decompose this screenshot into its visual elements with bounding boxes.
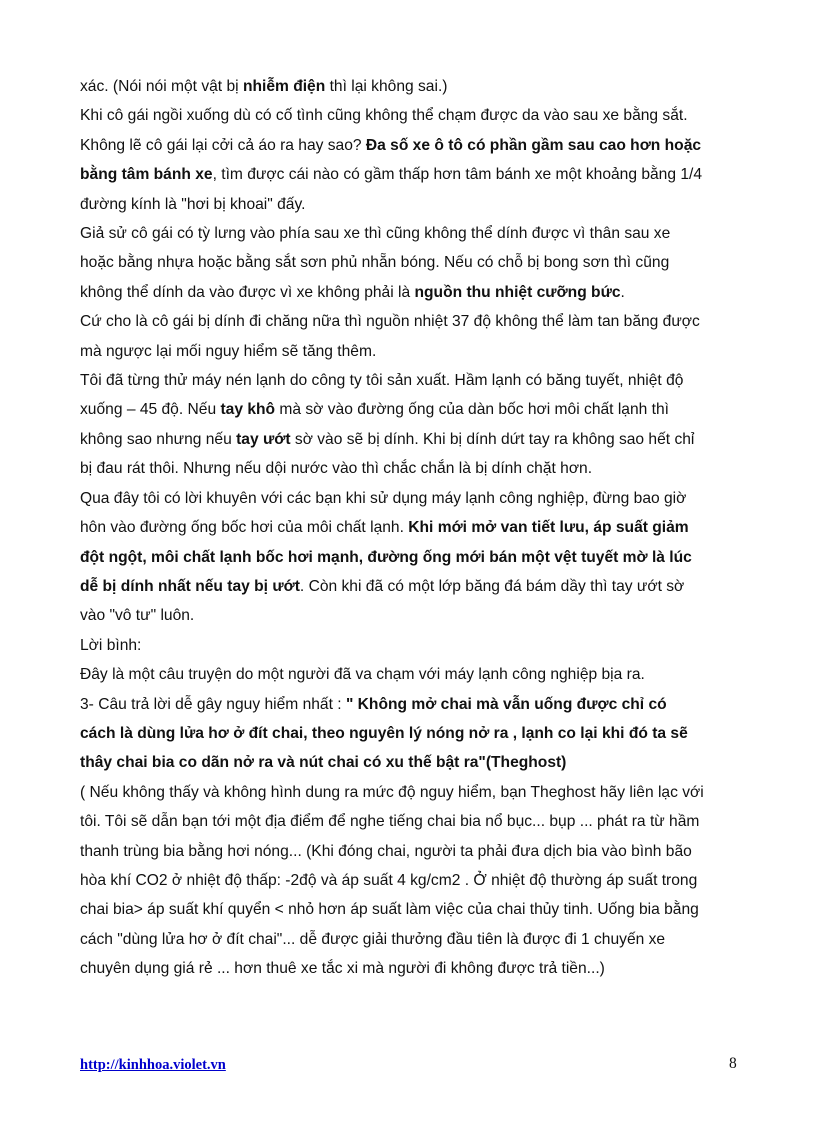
- text-span: Lời bình:: [80, 636, 142, 654]
- text-line: [80, 807, 745, 836]
- text-line: [80, 160, 745, 189]
- text-line: [80, 484, 745, 513]
- text-line: [80, 778, 745, 807]
- bold-text: cách là dùng lửa hơ ở đít chai, theo nguyên lý nóng nở ra , lạnh co lại khi đó ta sẽ: [80, 724, 688, 742]
- text-line: [80, 131, 745, 160]
- bold-text: tay khô: [220, 401, 276, 419]
- text-line: [80, 513, 745, 542]
- text-line: [80, 454, 745, 483]
- text-span: Giả sử cô gái có tỳ lưng vào phía sau xe thì cũng không thể dính được vì thân sau xe: [80, 225, 671, 243]
- bold-text: thây chai bia co dãn nở ra và nút chai có xu thế bật ra"(Theghost): [80, 754, 567, 772]
- text-span: chai bia> áp suất khí quyển < nhỏ hơn áp suất làm việc của chai thủy tinh. Uống bia bằng: [80, 901, 699, 919]
- text-span: , tìm được cái nào có gầm thấp hơn tâm bánh xe một khoảng bằng 1/4: [212, 166, 703, 184]
- footer-link[interactable]: http://kinhhoa.violet.vn: [80, 1057, 226, 1073]
- text-span: xác. (Nói nói một vật bị: [80, 78, 243, 95]
- text-span: chuyên dụng giá rẻ ... hơn thuê xe tắc xi mà người đi không được trả tiền...): [80, 960, 605, 978]
- text-span: không thể dính da vào được vì xe không phải là: [80, 283, 415, 301]
- text-line: [80, 719, 745, 748]
- text-span: Qua đây tôi có lời khuyên với các bạn khi sử dụng máy lạnh công nghiệp, đừng bao giờ: [80, 489, 687, 507]
- text-span: Không lẽ cô gái lại cởi cả áo ra hay sao?: [80, 136, 366, 154]
- bold-text: nguồn thu nhiệt cưỡng bức: [414, 283, 621, 301]
- text-line: [80, 572, 745, 601]
- text-span: ( Nếu không thấy và không hình dung ra mức độ nguy hiểm, bạn Theghost hãy liên lạc với: [80, 783, 704, 801]
- text-span: không sao nhưng nếu: [80, 430, 237, 448]
- text-line: [80, 337, 745, 366]
- text-span: . Còn khi đã có một lớp băng đá bám dầy thì tay ướt sờ: [299, 577, 685, 595]
- text-span: mà ngược lại mối nguy hiểm sẽ tăng thêm.: [80, 342, 377, 360]
- bold-text: đột ngột, môi chất lạnh bốc hơi mạnh, đường ống mới bán một vệt tuyết mờ là lúc: [80, 548, 692, 566]
- text-line: [80, 395, 745, 424]
- text-line: [80, 601, 745, 630]
- text-span: cách "dùng lửa hơ ở đít chai"... dễ được giải thưởng đầu tiên là được đi 1 chuyến xe: [80, 930, 666, 948]
- text-line: [80, 101, 745, 130]
- text-span: .: [620, 283, 625, 301]
- text-span: Đây là một câu truyện do một người đã va chạm với máy lạnh công nghiệp bịa ra.: [80, 666, 645, 684]
- bold-text: Khi mới mở van tiết lưu, áp suất giảm: [408, 519, 689, 537]
- body-text: [80, 72, 745, 984]
- text-span: Khi cô gái ngồi xuống dù có cố tình cũng không thể chạm được da vào sau xe bằng sắt.: [80, 107, 688, 125]
- text-span: thanh trùng bia bằng hơi nóng... (Khi đóng chai, người ta phải đưa dịch bia vào bình bão: [80, 842, 692, 860]
- text-line: [80, 219, 745, 248]
- bold-text: " Không mở chai mà vẫn uống được chỉ có: [345, 695, 667, 713]
- bold-text: nhiễm điện: [242, 78, 326, 95]
- text-span: vào "vô tư" luôn.: [80, 607, 195, 625]
- text-span: Tôi đã từng thử máy nén lạnh do công ty tôi sản xuất. Hầm lạnh có băng tuyết, nhiệt độ: [80, 372, 684, 390]
- text-line: [80, 307, 745, 336]
- text-span: đường kính là "hơi bị khoai" đấy.: [80, 195, 306, 213]
- text-line: [80, 895, 745, 924]
- text-line: [80, 837, 745, 866]
- text-line: [80, 748, 745, 777]
- text-line: [80, 543, 745, 572]
- text-span: sờ vào sẽ bị dính. Khi bị dính dứt tay ra không sao hết chỉ: [290, 430, 695, 448]
- text-span: Cứ cho là cô gái bị dính đi chăng nữa thì nguồn nhiệt 37 độ không thể làm tan băng được: [80, 313, 700, 331]
- text-line: [80, 866, 745, 895]
- text-span: mà sờ vào đường ống của dàn bốc hơi môi chất lạnh thì: [275, 401, 669, 419]
- text-span: tôi. Tôi sẽ dẫn bạn tới một địa điểm để nghe tiếng chai bia nổ bục... bụp ... phát ra từ hầm: [80, 813, 700, 831]
- bold-text: dễ bị dính nhất nếu tay bị ướt: [80, 577, 300, 595]
- text-line: [80, 425, 745, 454]
- bold-text: tay ướt: [236, 430, 291, 448]
- bold-text: bằng tâm bánh xe: [80, 166, 213, 184]
- text-line: [80, 248, 745, 277]
- text-span: hoặc bằng nhựa hoặc bằng sắt sơn phủ nhẵn bóng. Nếu có chỗ bị bong sơn thì cũng: [80, 254, 670, 272]
- text-line: [80, 278, 745, 307]
- text-line: [80, 72, 745, 101]
- text-line: [80, 366, 745, 395]
- text-line: [80, 631, 745, 660]
- text-line: [80, 690, 745, 719]
- page-number: 8: [729, 1055, 737, 1072]
- text-span: hôn vào đường ống bốc hơi của môi chất lạnh.: [80, 519, 409, 537]
- text-line: [80, 660, 745, 689]
- text-span: 3- Câu trả lời dễ gây nguy hiểm nhất :: [80, 695, 346, 713]
- text-span: thì lại không sai.): [325, 78, 448, 95]
- text-line: [80, 925, 745, 954]
- text-span: bị đau rát thôi. Nhưng nếu dội nước vào thì chắc chắn là bị dính chặt hơn.: [80, 460, 593, 478]
- text-span: xuống – 45 độ. Nếu: [80, 401, 221, 419]
- text-line: [80, 190, 745, 219]
- text-span: hòa khí CO2 ở nhiệt độ thấp: -2độ và áp suất 4 kg/cm2 . Ở nhiệt độ thường áp suất trong: [80, 871, 698, 889]
- bold-text: Đa số xe ô tô có phần gầm sau cao hơn hoặc: [365, 136, 702, 154]
- text-line: [80, 954, 745, 983]
